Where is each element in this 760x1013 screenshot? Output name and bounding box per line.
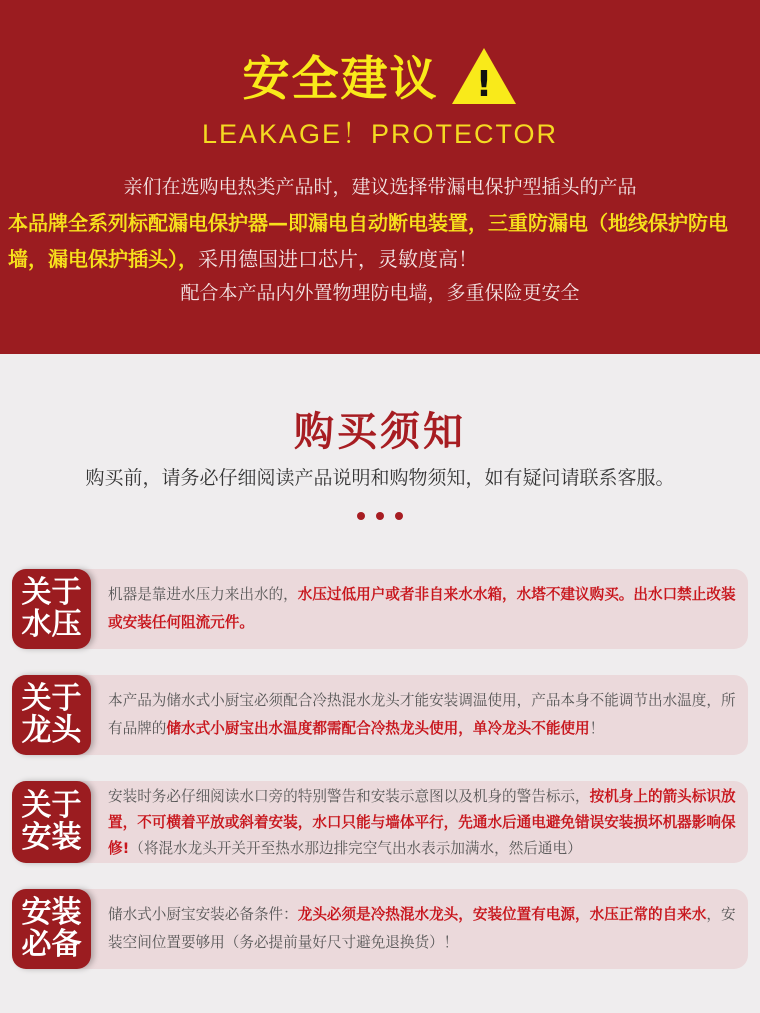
badge-line-1: 关于	[21, 681, 82, 716]
card-text	[108, 581, 738, 637]
notice-card-water-pressure	[12, 569, 748, 649]
safety-title: 安全建议	[242, 52, 439, 107]
badge-line-2: 龙头	[21, 713, 82, 748]
dot	[395, 512, 403, 520]
card-badge	[12, 675, 91, 755]
badge-line-2: 必备	[21, 927, 82, 962]
badge-line-1: 安装	[21, 895, 82, 930]
badge-line-2: 水压	[21, 607, 82, 642]
dot	[357, 512, 365, 520]
card-badge	[12, 781, 91, 863]
card-text-tail: ！	[589, 720, 605, 737]
card-text-tail: （将混水龙头开关开至热水那边排完空气出水表示加满水，然后通电）	[129, 840, 582, 857]
notice-card-installation	[12, 781, 748, 863]
card-text-tail: ，安装空间位置要够用（务必提前量好尺寸避免退换货）！	[108, 906, 736, 951]
card-text-normal: 本产品为储水式小厨宝必须配合冷热混水龙头才能安装调温使用，产品本身不能调节出水温度，所有品牌的	[108, 692, 736, 737]
card-text	[108, 901, 738, 957]
card-text	[108, 687, 738, 743]
warning-triangle-icon	[450, 46, 518, 106]
card-badge	[12, 889, 91, 969]
warning-symbol: !	[475, 63, 492, 105]
advice-normal: 采用德国进口芯片，灵敏度高！	[198, 247, 478, 271]
card-text-highlight: 龙头必须是冷热混水龙头，安装位置有电源，水压正常的自来水	[297, 906, 707, 923]
dot	[376, 512, 384, 520]
notice-title: 购买须知	[294, 409, 466, 455]
notice-card-requirements	[12, 889, 748, 969]
safety-subtitle: LEAKAGE！PROTECTOR	[201, 119, 559, 149]
badge-line-1: 关于	[21, 575, 82, 610]
advice-highlight: 本品牌全系列标配漏电保护器—即漏电自动断电装置，三重防漏电（地线保护防电墙，漏电保护插头），	[8, 211, 728, 271]
card-text-normal: 机器是靠进水压力来出水的，	[108, 586, 298, 603]
advice-line-3: 配合本产品内外置物理防电墙，多重保险更安全	[180, 282, 580, 304]
card-text-normal: 安装时务必仔细阅读水口旁的特别警告和安装示意图以及机身的警告标示，	[108, 788, 590, 805]
card-text-highlight: 按机身上的箭头标识放置，不可横着平放或斜着安装，水口只能与墙体平行，先通水后通电避免错误安装损坏机器影响保修!	[108, 788, 736, 857]
card-text-highlight: 水压过低用户或者非自来水水箱，水塔不建议购买。出水口禁止改装或安装任何阻流元件。	[108, 586, 736, 631]
safety-advice-banner	[0, 0, 760, 354]
card-text	[108, 784, 738, 862]
badge-line-1: 关于	[21, 788, 82, 823]
advice-line-1: 亲们在选购电热类产品时，建议选择带漏电保护型插头的产品	[123, 176, 637, 198]
card-text-normal: 储水式小厨宝安装必备条件：	[108, 906, 298, 923]
card-text-highlight: 储水式小厨宝出水温度都需配合冷热龙头使用，单冷龙头不能使用	[166, 720, 590, 737]
badge-line-2: 安装	[21, 820, 82, 855]
divider-dots	[357, 512, 403, 520]
notice-card-faucet	[12, 675, 748, 755]
notice-subtitle: 购买前，请务必仔细阅读产品说明和购物须知，如有疑问请联系客服。	[85, 467, 675, 489]
advice-line-2	[8, 205, 760, 277]
safety-title-row	[0, 42, 760, 112]
card-badge	[12, 569, 91, 649]
